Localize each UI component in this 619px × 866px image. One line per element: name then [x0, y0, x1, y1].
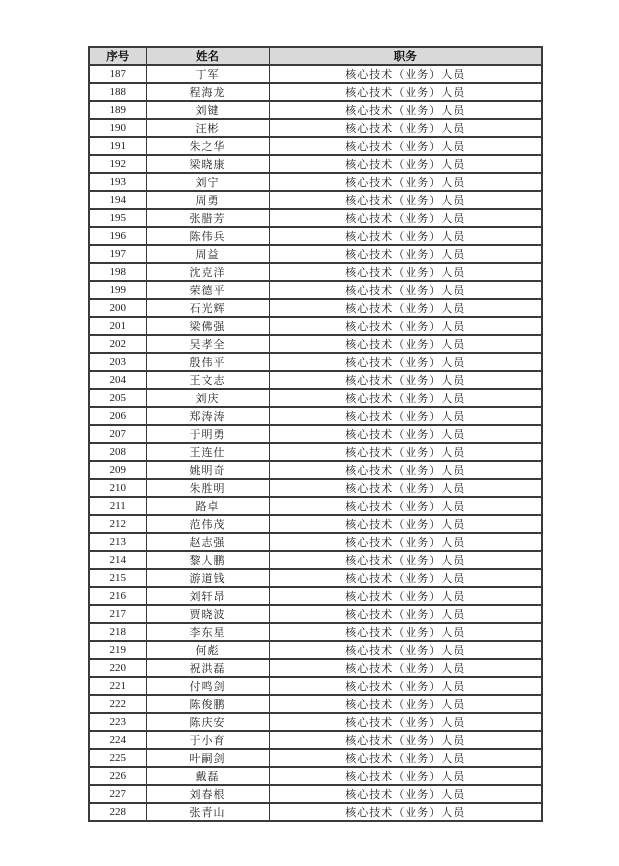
table-row: [89, 515, 542, 533]
cell-position: 核心技术（业务）人员: [269, 335, 542, 353]
cell-name: 叶嗣剑: [146, 749, 269, 767]
cell-name: 何彪: [146, 641, 269, 659]
cell-position: 核心技术（业务）人员: [269, 353, 542, 371]
cell-name: 丁军: [146, 65, 269, 83]
cell-serial-number: 199: [89, 281, 146, 299]
cell-serial-number: 217: [89, 605, 146, 623]
table-header-row: [89, 47, 542, 65]
table-row: [89, 461, 542, 479]
table-row: [89, 281, 542, 299]
cell-serial-number: 203: [89, 353, 146, 371]
cell-serial-number: 195: [89, 209, 146, 227]
cell-name: 王文志: [146, 371, 269, 389]
cell-serial-number: 194: [89, 191, 146, 209]
cell-position: 核心技术（业务）人员: [269, 389, 542, 407]
table-row: [89, 389, 542, 407]
cell-name: 范伟茂: [146, 515, 269, 533]
cell-position: 核心技术（业务）人员: [269, 263, 542, 281]
table-row: [89, 173, 542, 191]
cell-name: 梁晓康: [146, 155, 269, 173]
cell-name: 陈伟兵: [146, 227, 269, 245]
cell-serial-number: 223: [89, 713, 146, 731]
cell-position: 核心技术（业务）人员: [269, 371, 542, 389]
cell-serial-number: 189: [89, 101, 146, 119]
cell-serial-number: 201: [89, 317, 146, 335]
cell-position: 核心技术（业务）人员: [269, 461, 542, 479]
table-row: [89, 245, 542, 263]
cell-name: 梁佛强: [146, 317, 269, 335]
cell-name: 荣德平: [146, 281, 269, 299]
header-position: 职务: [269, 47, 542, 65]
cell-position: 核心技术（业务）人员: [269, 749, 542, 767]
cell-serial-number: 221: [89, 677, 146, 695]
cell-position: 核心技术（业务）人员: [269, 659, 542, 677]
table-row: [89, 137, 542, 155]
cell-serial-number: 192: [89, 155, 146, 173]
table-row: [89, 479, 542, 497]
cell-serial-number: 200: [89, 299, 146, 317]
cell-position: 核心技术（业务）人员: [269, 677, 542, 695]
table-row: [89, 155, 542, 173]
table-row: [89, 587, 542, 605]
cell-serial-number: 227: [89, 785, 146, 803]
cell-serial-number: 207: [89, 425, 146, 443]
cell-position: 核心技术（业务）人员: [269, 209, 542, 227]
cell-position: 核心技术（业务）人员: [269, 281, 542, 299]
table-row: [89, 191, 542, 209]
cell-serial-number: 220: [89, 659, 146, 677]
cell-name: 殷伟平: [146, 353, 269, 371]
cell-position: 核心技术（业务）人员: [269, 191, 542, 209]
cell-name: 于小育: [146, 731, 269, 749]
table-row: [89, 119, 542, 137]
cell-position: 核心技术（业务）人员: [269, 101, 542, 119]
cell-position: 核心技术（业务）人员: [269, 479, 542, 497]
cell-position: 核心技术（业务）人员: [269, 317, 542, 335]
table-row: [89, 353, 542, 371]
cell-position: 核心技术（业务）人员: [269, 227, 542, 245]
cell-position: 核心技术（业务）人员: [269, 533, 542, 551]
cell-serial-number: 226: [89, 767, 146, 785]
cell-serial-number: 225: [89, 749, 146, 767]
table-row: [89, 569, 542, 587]
table-row: [89, 299, 542, 317]
cell-name: 姚明奇: [146, 461, 269, 479]
cell-serial-number: 218: [89, 623, 146, 641]
cell-name: 贾晓波: [146, 605, 269, 623]
cell-serial-number: 213: [89, 533, 146, 551]
personnel-table: [88, 46, 543, 822]
cell-position: 核心技术（业务）人员: [269, 623, 542, 641]
cell-position: 核心技术（业务）人员: [269, 83, 542, 101]
cell-serial-number: 204: [89, 371, 146, 389]
table-row: [89, 533, 542, 551]
cell-name: 周益: [146, 245, 269, 263]
header-name: 姓名: [146, 47, 269, 65]
cell-position: 核心技术（业务）人员: [269, 425, 542, 443]
cell-position: 核心技术（业务）人员: [269, 803, 542, 821]
cell-position: 核心技术（业务）人员: [269, 497, 542, 515]
table-row: [89, 713, 542, 731]
cell-position: 核心技术（业务）人员: [269, 65, 542, 83]
cell-position: 核心技术（业务）人员: [269, 641, 542, 659]
cell-position: 核心技术（业务）人员: [269, 569, 542, 587]
cell-position: 核心技术（业务）人员: [269, 173, 542, 191]
cell-serial-number: 222: [89, 695, 146, 713]
cell-name: 程海龙: [146, 83, 269, 101]
cell-name: 刘轩昂: [146, 587, 269, 605]
cell-position: 核心技术（业务）人员: [269, 137, 542, 155]
table-row: [89, 767, 542, 785]
table-body: [89, 65, 542, 821]
cell-serial-number: 212: [89, 515, 146, 533]
cell-serial-number: 202: [89, 335, 146, 353]
cell-name: 李东星: [146, 623, 269, 641]
cell-serial-number: 228: [89, 803, 146, 821]
cell-serial-number: 215: [89, 569, 146, 587]
table-row: [89, 317, 542, 335]
header-serial-number: 序号: [89, 47, 146, 65]
table-row: [89, 371, 542, 389]
cell-name: 吴孝全: [146, 335, 269, 353]
cell-serial-number: 214: [89, 551, 146, 569]
table-row: [89, 623, 542, 641]
cell-name: 周勇: [146, 191, 269, 209]
table-row: [89, 641, 542, 659]
cell-name: 汪彬: [146, 119, 269, 137]
cell-name: 陈庆安: [146, 713, 269, 731]
cell-name: 朱胜明: [146, 479, 269, 497]
cell-name: 祝洪磊: [146, 659, 269, 677]
cell-name: 戴磊: [146, 767, 269, 785]
cell-serial-number: 190: [89, 119, 146, 137]
cell-position: 核心技术（业务）人员: [269, 713, 542, 731]
table-row: [89, 803, 542, 821]
cell-name: 赵志强: [146, 533, 269, 551]
cell-name: 刘庆: [146, 389, 269, 407]
cell-position: 核心技术（业务）人员: [269, 245, 542, 263]
cell-serial-number: 191: [89, 137, 146, 155]
cell-position: 核心技术（业务）人员: [269, 785, 542, 803]
cell-name: 石光辉: [146, 299, 269, 317]
cell-name: 刘宁: [146, 173, 269, 191]
cell-position: 核心技术（业务）人员: [269, 443, 542, 461]
cell-name: 黎人鹏: [146, 551, 269, 569]
cell-serial-number: 210: [89, 479, 146, 497]
cell-name: 游道钱: [146, 569, 269, 587]
cell-serial-number: 198: [89, 263, 146, 281]
cell-serial-number: 216: [89, 587, 146, 605]
table-row: [89, 785, 542, 803]
cell-position: 核心技术（业务）人员: [269, 731, 542, 749]
cell-name: 刘键: [146, 101, 269, 119]
cell-position: 核心技术（业务）人员: [269, 515, 542, 533]
cell-position: 核心技术（业务）人员: [269, 695, 542, 713]
cell-name: 陈俊鹏: [146, 695, 269, 713]
table-row: [89, 551, 542, 569]
table-row: [89, 263, 542, 281]
cell-name: 于明勇: [146, 425, 269, 443]
cell-serial-number: 206: [89, 407, 146, 425]
cell-position: 核心技术（业务）人员: [269, 155, 542, 173]
table-row: [89, 407, 542, 425]
cell-name: 付鸣剑: [146, 677, 269, 695]
cell-position: 核心技术（业务）人员: [269, 587, 542, 605]
cell-name: 朱之华: [146, 137, 269, 155]
table-row: [89, 335, 542, 353]
cell-position: 核心技术（业务）人员: [269, 767, 542, 785]
table-row: [89, 695, 542, 713]
cell-name: 张腊芳: [146, 209, 269, 227]
cell-position: 核心技术（业务）人员: [269, 605, 542, 623]
cell-name: 王连仕: [146, 443, 269, 461]
cell-position: 核心技术（业务）人员: [269, 551, 542, 569]
cell-serial-number: 208: [89, 443, 146, 461]
cell-serial-number: 196: [89, 227, 146, 245]
table-row: [89, 209, 542, 227]
table-row: [89, 83, 542, 101]
table-row: [89, 677, 542, 695]
cell-serial-number: 219: [89, 641, 146, 659]
cell-serial-number: 187: [89, 65, 146, 83]
cell-position: 核心技术（业务）人员: [269, 407, 542, 425]
table-row: [89, 65, 542, 83]
cell-serial-number: 188: [89, 83, 146, 101]
table-row: [89, 227, 542, 245]
cell-name: 张青山: [146, 803, 269, 821]
table-row: [89, 497, 542, 515]
cell-name: 沈克洋: [146, 263, 269, 281]
cell-serial-number: 205: [89, 389, 146, 407]
table-row: [89, 605, 542, 623]
table-row: [89, 101, 542, 119]
cell-name: 郑涛涛: [146, 407, 269, 425]
table-row: [89, 443, 542, 461]
table-row: [89, 749, 542, 767]
cell-name: 刘春根: [146, 785, 269, 803]
cell-serial-number: 209: [89, 461, 146, 479]
cell-name: 路卓: [146, 497, 269, 515]
table-row: [89, 659, 542, 677]
cell-position: 核心技术（业务）人员: [269, 299, 542, 317]
table-row: [89, 425, 542, 443]
cell-position: 核心技术（业务）人员: [269, 119, 542, 137]
table-row: [89, 731, 542, 749]
cell-serial-number: 224: [89, 731, 146, 749]
cell-serial-number: 211: [89, 497, 146, 515]
cell-serial-number: 193: [89, 173, 146, 191]
cell-serial-number: 197: [89, 245, 146, 263]
